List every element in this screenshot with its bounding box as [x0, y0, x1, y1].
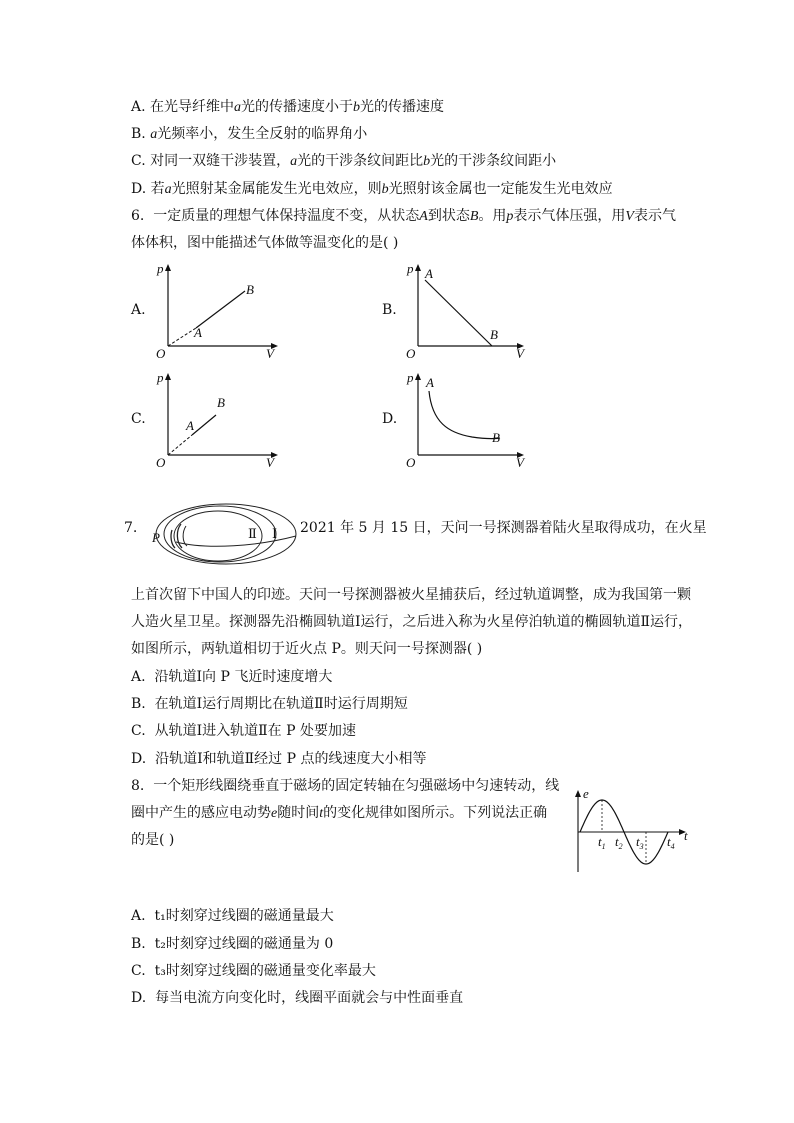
- p-axis-label: p: [407, 370, 414, 385]
- q7-number: 7.: [124, 520, 138, 536]
- v-axis-label: V: [516, 455, 524, 470]
- q6-graph-b-label: B.: [382, 302, 397, 318]
- point-b-label: B: [217, 395, 225, 410]
- q6-graph-a-label: A.: [131, 302, 146, 318]
- point-b-label: B: [246, 282, 254, 297]
- point-a-label: A: [425, 266, 433, 281]
- point-p-label: P: [152, 530, 160, 545]
- q6-stem-line2: 体体积，图中能描述气体做等温变化的是( ): [131, 235, 399, 251]
- v-axis-label: V: [266, 346, 274, 361]
- q8-option-a: A. t₁时刻穿过线圈的磁通量最大: [131, 908, 334, 924]
- point-a-label: A: [426, 375, 434, 390]
- q7-option-a: A. 沿轨道Ⅰ向 P 飞近时速度增大: [131, 669, 333, 685]
- point-b-label: B: [490, 327, 498, 342]
- origin-label: O: [406, 455, 416, 470]
- origin-label: O: [156, 346, 166, 361]
- q5-option-b: B. a光频率小，发生全反射的临界角小: [131, 126, 368, 142]
- t4-label: $t_4$: [667, 834, 675, 851]
- p-axis-label: p: [407, 261, 414, 276]
- q6-graph-c: [150, 367, 290, 472]
- orbit-1-label: Ⅰ: [272, 526, 278, 541]
- q6-graph-b: [400, 258, 540, 363]
- q8-option-d: D. 每当电流方向变化时，线圈平面就会与中性面垂直: [131, 990, 464, 1006]
- p-axis-label: p: [157, 261, 164, 276]
- p-axis-label: p: [157, 370, 164, 385]
- q7-stem-line2: 上首次留下中国人的印迹。天问一号探测器被火星捕获后，经过轨道调整，成为我国第一颗: [131, 587, 691, 603]
- t3-label: $t_3$: [636, 834, 644, 851]
- v-axis-label: V: [516, 346, 524, 361]
- q5-option-a: A. 在光导纤维中a光的传播速度小于b光的传播速度: [131, 99, 445, 115]
- t-axis-label: t: [684, 828, 688, 843]
- q6-graph-a: [150, 258, 290, 363]
- e-axis-label: e: [583, 786, 589, 801]
- point-a-label: A: [194, 325, 202, 340]
- q6-graph-c-label: C.: [131, 411, 146, 427]
- origin-label: O: [406, 346, 416, 361]
- q7-option-c: C. 从轨道Ⅰ进入轨道Ⅱ在 P 处要加速: [131, 723, 356, 739]
- q7-option-d: D. 沿轨道Ⅰ和轨道Ⅱ经过 P 点的线速度大小相等: [131, 751, 427, 767]
- v-axis-label: V: [266, 455, 274, 470]
- q6-stem-line1: 6. 一定质量的理想气体保持温度不变，从状态A到状态B。用p表示气体压强，用V表示气: [131, 208, 676, 224]
- q6-graph-d: [400, 367, 540, 472]
- q8-option-c: C. t₃时刻穿过线圈的磁通量变化率最大: [131, 963, 376, 979]
- q8-stem-line3: 的是( ): [131, 832, 175, 848]
- q8-stem-line1: 8. 一个矩形线圈绕垂直于磁场的固定转轴在匀强磁场中匀速转动，线: [131, 778, 560, 794]
- q8-emf-graph: [574, 786, 694, 874]
- point-a-label: A: [186, 418, 194, 433]
- origin-label: O: [156, 455, 166, 470]
- q8-stem-line2: 圈中产生的感应电动势e随时间t的变化规律如图所示。下列说法正确: [131, 805, 548, 821]
- q7-stem-line4: 如图所示，两轨道相切于近火点 P。则天问一号探测器( ): [131, 641, 483, 657]
- point-b-label: B: [492, 430, 500, 445]
- q7-stem-line3: 人造火星卫星。探测器先沿椭圆轨道Ⅰ运行，之后进入称为火星停泊轨道的椭圆轨道Ⅱ运行，: [131, 614, 693, 630]
- t1-label: $t_1$: [598, 834, 606, 851]
- q6-graph-d-label: D.: [382, 411, 398, 427]
- q7-orbit-figure: [148, 500, 298, 568]
- t2-label: $t_2$: [615, 834, 623, 851]
- q7-stem-line1: 2021 年 5 月 15 日，天问一号探测器着陆火星取得成功，在火星: [300, 520, 707, 536]
- q5-option-d: D. 若a光照射某金属能发生光电效应，则b光照射该金属也一定能发生光电效应: [131, 181, 613, 197]
- q7-option-b: B. 在轨道Ⅰ运行周期比在轨道Ⅱ时运行周期短: [131, 696, 408, 712]
- q5-option-c: C. 对同一双缝干涉装置，a光的干涉条纹间距比b光的干涉条纹间距小: [131, 153, 557, 169]
- orbit-2-label: Ⅱ: [248, 526, 257, 541]
- q8-option-b: B. t₂时刻穿过线圈的磁通量为 0: [131, 936, 334, 952]
